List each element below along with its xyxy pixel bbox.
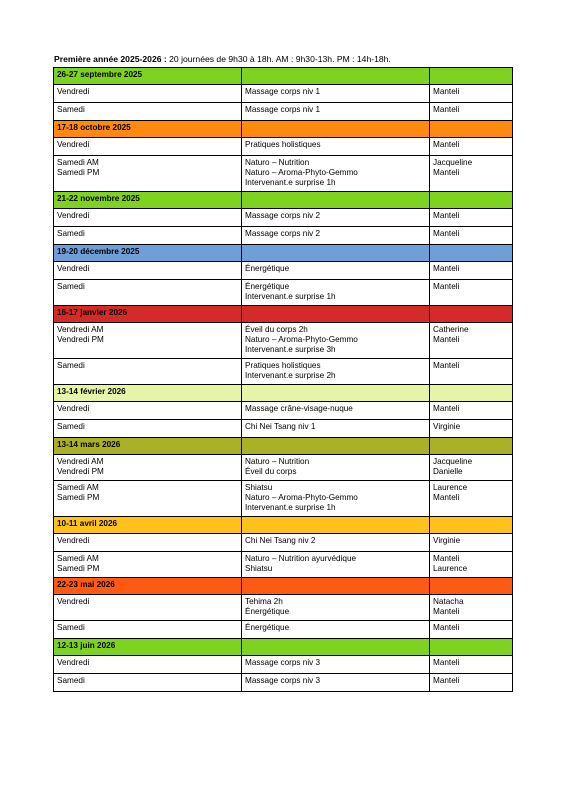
teacher-line: Natacha — [433, 597, 464, 606]
course-cell — [242, 138, 430, 156]
course-cell — [242, 156, 430, 192]
session-date: 21-22 novembre 2025 — [54, 192, 242, 209]
teacher-line: Manteli — [433, 404, 460, 413]
day-line: Vendredi — [57, 536, 90, 545]
teacher-line: Manteli — [433, 493, 460, 502]
course-line: Naturo – Nutrition ayurvédique — [245, 554, 357, 563]
day-cell — [54, 621, 242, 639]
course-cell — [242, 103, 430, 121]
table-row — [54, 156, 513, 192]
course-line: Naturo – Aroma-Phyto-Gemmo — [245, 335, 358, 344]
teacher-cell — [430, 359, 513, 385]
course-line: Intervenant.e surprise 1h — [245, 292, 336, 301]
course-line: Pratiques holistiques — [245, 361, 321, 370]
course-cell — [242, 674, 430, 692]
day-cell — [54, 227, 242, 245]
teacher-cell — [430, 420, 513, 438]
course-line: Massage crâne-visage-nuque — [245, 404, 353, 413]
session-header — [54, 245, 513, 262]
header-empty-cell — [242, 192, 430, 209]
teacher-line: Danielle — [433, 467, 463, 476]
table-row — [54, 481, 513, 517]
table-row — [54, 674, 513, 692]
teacher-line: Manteli — [433, 623, 460, 632]
table-row — [54, 227, 513, 245]
day-line: Vendredi PM — [57, 467, 104, 476]
teacher-cell — [430, 455, 513, 481]
teacher-line: Laurence — [433, 564, 468, 573]
teacher-line: Virginie — [433, 422, 461, 431]
teacher-cell — [430, 402, 513, 420]
course-line: Énergétique — [245, 607, 290, 616]
day-line: Samedi — [57, 676, 85, 685]
day-cell — [54, 209, 242, 227]
course-line: Intervenant.e surprise 1h — [245, 178, 336, 187]
header-empty-cell — [430, 306, 513, 323]
teacher-line: Manteli — [433, 607, 460, 616]
course-line: Énergétique — [245, 623, 290, 632]
session-header — [54, 385, 513, 402]
schedule-table — [53, 67, 513, 692]
teacher-line: Manteli — [433, 229, 460, 238]
course-cell — [242, 481, 430, 517]
table-row — [54, 656, 513, 674]
day-cell — [54, 481, 242, 517]
day-cell — [54, 656, 242, 674]
teacher-cell — [430, 262, 513, 280]
course-line: Intervenant.e surprise 2h — [245, 371, 336, 380]
header-empty-cell — [430, 639, 513, 656]
day-line: Vendredi PM — [57, 335, 104, 344]
table-row — [54, 85, 513, 103]
header-empty-cell — [430, 121, 513, 138]
course-line: Massage corps niv 2 — [245, 229, 321, 238]
teacher-line: Manteli — [433, 658, 460, 667]
teacher-cell — [430, 481, 513, 517]
header-empty-cell — [242, 639, 430, 656]
header-empty-cell — [242, 385, 430, 402]
day-cell — [54, 85, 242, 103]
course-line: Énergétique — [245, 282, 290, 291]
course-cell — [242, 262, 430, 280]
teacher-cell — [430, 156, 513, 192]
session-header — [54, 639, 513, 656]
day-cell — [54, 323, 242, 359]
table-row — [54, 455, 513, 481]
day-cell — [54, 280, 242, 306]
course-cell — [242, 621, 430, 639]
course-line: Pratiques holistiques — [245, 140, 321, 149]
course-line: Naturo – Aroma-Phyto-Gemmo — [245, 168, 358, 177]
header-empty-cell — [430, 192, 513, 209]
day-cell — [54, 262, 242, 280]
day-line: Vendredi AM — [57, 457, 104, 466]
day-line: Samedi — [57, 623, 85, 632]
course-line: Massage corps niv 1 — [245, 87, 321, 96]
header-empty-cell — [242, 245, 430, 262]
teacher-cell — [430, 138, 513, 156]
course-cell — [242, 227, 430, 245]
session-date: 16-17 janvier 2026 — [54, 306, 242, 323]
session-date: 26-27 septembre 2025 — [54, 68, 242, 85]
session-header — [54, 306, 513, 323]
day-line: Samedi AM — [57, 483, 99, 492]
day-line: Vendredi — [57, 211, 90, 220]
day-cell — [54, 552, 242, 578]
teacher-cell — [430, 674, 513, 692]
teacher-line: Manteli — [433, 264, 460, 273]
day-cell — [54, 534, 242, 552]
table-row — [54, 262, 513, 280]
session-date: 22-23 mai 2026 — [54, 578, 242, 595]
teacher-cell — [430, 280, 513, 306]
table-row — [54, 359, 513, 385]
header-empty-cell — [242, 68, 430, 85]
table-row — [54, 552, 513, 578]
day-line: Vendredi — [57, 140, 90, 149]
teacher-cell — [430, 595, 513, 621]
session-header — [54, 438, 513, 455]
course-line: Chi Nei Tsang niv 1 — [245, 422, 316, 431]
session-date: 12-13 juin 2026 — [54, 639, 242, 656]
day-cell — [54, 420, 242, 438]
day-line: Samedi PM — [57, 168, 100, 177]
table-row — [54, 402, 513, 420]
course-line: Massage corps niv 3 — [245, 676, 321, 685]
course-line: Éveil du corps — [245, 467, 297, 476]
header-empty-cell — [430, 517, 513, 534]
teacher-cell — [430, 534, 513, 552]
header-empty-cell — [242, 578, 430, 595]
course-cell — [242, 209, 430, 227]
day-line: Vendredi — [57, 597, 90, 606]
session-header — [54, 192, 513, 209]
header-empty-cell — [242, 306, 430, 323]
course-cell — [242, 402, 430, 420]
session-header — [54, 517, 513, 534]
day-cell — [54, 402, 242, 420]
table-row — [54, 621, 513, 639]
course-line: Massage corps niv 2 — [245, 211, 321, 220]
session-date: 10-11 avril 2026 — [54, 517, 242, 534]
teacher-line: Manteli — [433, 105, 460, 114]
teacher-cell — [430, 621, 513, 639]
teacher-cell — [430, 323, 513, 359]
table-row — [54, 595, 513, 621]
intro-line — [54, 54, 514, 65]
table-row — [54, 323, 513, 359]
day-line: Samedi — [57, 361, 85, 370]
course-line: Tehima 2h — [245, 597, 283, 606]
day-line: Samedi — [57, 105, 85, 114]
day-line: Samedi — [57, 229, 85, 238]
course-line: Éveil du corps 2h — [245, 325, 308, 334]
day-cell — [54, 359, 242, 385]
day-cell — [54, 455, 242, 481]
teacher-line: Jacqueline — [433, 457, 473, 466]
teacher-cell — [430, 227, 513, 245]
intro-year: Première année 2025-2026 : — [54, 54, 167, 64]
session-date: 19-20 décembre 2025 — [54, 245, 242, 262]
day-line: Samedi PM — [57, 564, 100, 573]
table-row — [54, 138, 513, 156]
teacher-line: Manteli — [433, 282, 460, 291]
teacher-line: Manteli — [433, 140, 460, 149]
header-empty-cell — [430, 385, 513, 402]
teacher-line: Jacqueline — [433, 158, 473, 167]
course-line: Naturo – Nutrition — [245, 158, 310, 167]
header-empty-cell — [430, 578, 513, 595]
session-date: 17-18 octobre 2025 — [54, 121, 242, 138]
session-header — [54, 578, 513, 595]
header-empty-cell — [430, 68, 513, 85]
teacher-cell — [430, 552, 513, 578]
header-empty-cell — [242, 517, 430, 534]
course-cell — [242, 455, 430, 481]
teacher-cell — [430, 209, 513, 227]
teacher-line: Manteli — [433, 676, 460, 685]
day-line: Samedi — [57, 282, 85, 291]
day-line: Samedi AM — [57, 554, 99, 563]
teacher-line: Virginie — [433, 536, 461, 545]
day-line: Vendredi — [57, 264, 90, 273]
header-empty-cell — [242, 121, 430, 138]
course-cell — [242, 420, 430, 438]
course-cell — [242, 323, 430, 359]
course-cell — [242, 552, 430, 578]
course-line: Shiatsu — [245, 564, 273, 573]
day-line: Vendredi — [57, 658, 90, 667]
course-line: Intervenant.e surprise 3h — [245, 345, 336, 354]
table-row — [54, 103, 513, 121]
course-cell — [242, 359, 430, 385]
session-header — [54, 68, 513, 85]
day-cell — [54, 156, 242, 192]
course-line: Shiatsu — [245, 483, 273, 492]
table-row — [54, 209, 513, 227]
course-cell — [242, 280, 430, 306]
day-cell — [54, 138, 242, 156]
session-date: 13-14 février 2026 — [54, 385, 242, 402]
teacher-cell — [430, 103, 513, 121]
course-cell — [242, 656, 430, 674]
teacher-line: Manteli — [433, 361, 460, 370]
teacher-line: Manteli — [433, 87, 460, 96]
table-row — [54, 280, 513, 306]
course-cell — [242, 595, 430, 621]
teacher-line: Laurence — [433, 483, 468, 492]
teacher-line: Manteli — [433, 211, 460, 220]
intro-details: 20 journées de 9h30 à 18h. AM : 9h30-13h. PM : 14h-18h. — [166, 54, 391, 64]
header-empty-cell — [242, 438, 430, 455]
header-empty-cell — [430, 245, 513, 262]
teacher-line: Catherine — [433, 325, 469, 334]
table-row — [54, 534, 513, 552]
header-empty-cell — [430, 438, 513, 455]
course-line: Énergétique — [245, 264, 290, 273]
day-cell — [54, 103, 242, 121]
course-line: Naturo – Aroma-Phyto-Gemmo — [245, 493, 358, 502]
day-line: Vendredi — [57, 87, 90, 96]
course-line: Intervenant.e surprise 1h — [245, 503, 336, 512]
course-line: Massage corps niv 3 — [245, 658, 321, 667]
day-line: Samedi — [57, 422, 85, 431]
course-line: Naturo – Nutrition — [245, 457, 310, 466]
course-line: Massage corps niv 1 — [245, 105, 321, 114]
course-cell — [242, 534, 430, 552]
teacher-line: Manteli — [433, 335, 460, 344]
day-line: Vendredi AM — [57, 325, 104, 334]
teacher-line: Manteli — [433, 554, 460, 563]
course-cell — [242, 85, 430, 103]
day-line: Samedi AM — [57, 158, 99, 167]
day-cell — [54, 674, 242, 692]
teacher-cell — [430, 656, 513, 674]
session-header — [54, 121, 513, 138]
table-row — [54, 420, 513, 438]
teacher-cell — [430, 85, 513, 103]
day-line: Vendredi — [57, 404, 90, 413]
teacher-line: Manteli — [433, 168, 460, 177]
session-date: 13-14 mars 2026 — [54, 438, 242, 455]
course-line: Chi Nei Tsang niv 2 — [245, 536, 316, 545]
schedule-body — [54, 68, 513, 692]
day-cell — [54, 595, 242, 621]
day-line: Samedi PM — [57, 493, 100, 502]
